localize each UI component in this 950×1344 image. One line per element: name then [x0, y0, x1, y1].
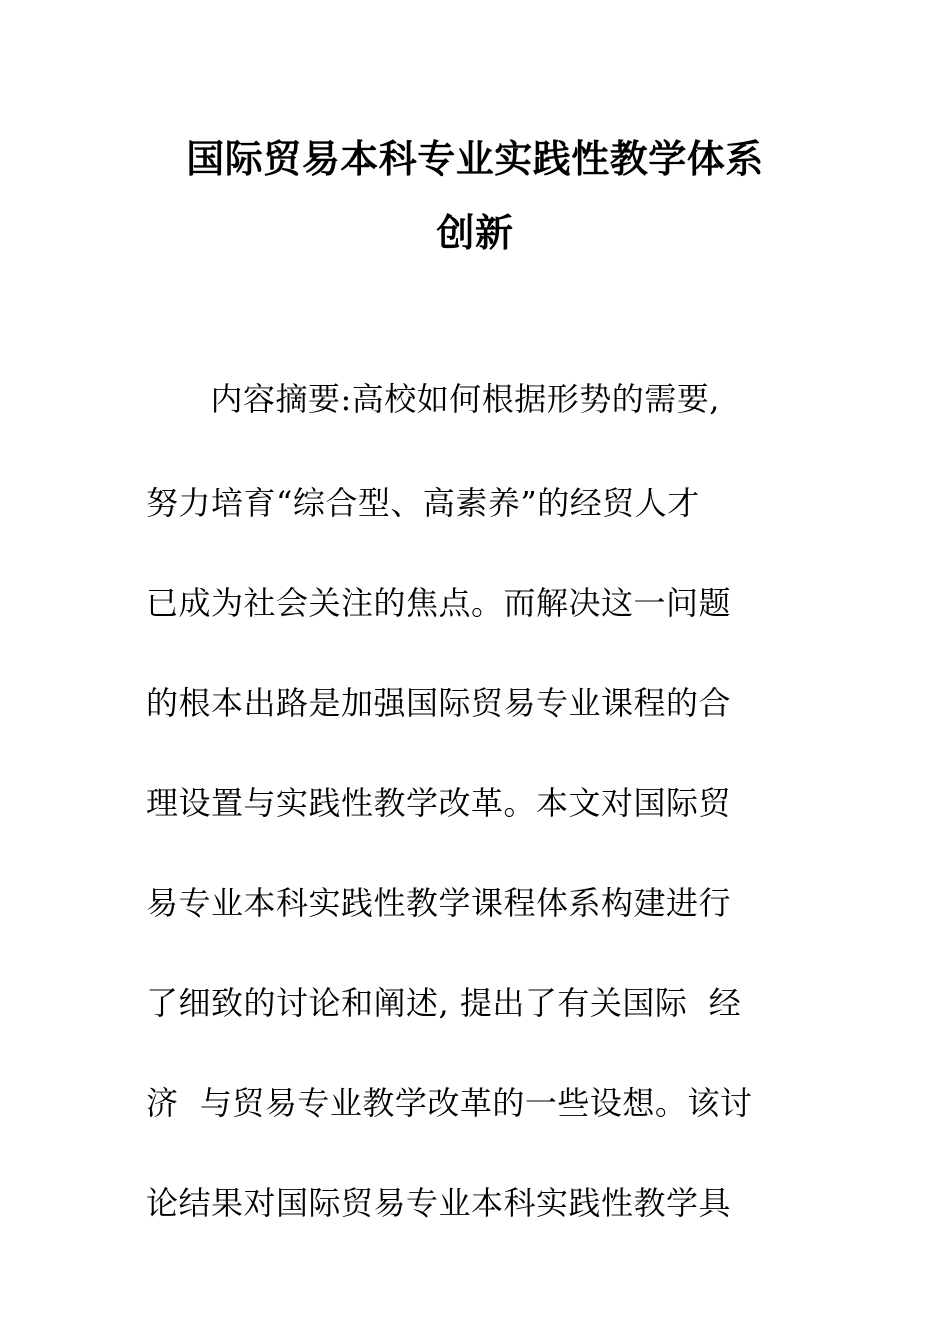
document-title-line-2: 创新: [436, 211, 514, 255]
abstract-line-1: 内容摘要:高校如何根据形势的需要,: [178, 380, 720, 418]
abstract-line-9: 论结果对国际贸易专业本科实践性教学具: [146, 1184, 732, 1222]
abstract-line-6: 易专业本科实践性教学课程体系构建进行: [146, 884, 732, 922]
abstract-line-4: 的根本出路是加强国际贸易专业课程的合: [146, 684, 732, 722]
abstract-line-5: 理设置与实践性教学改革。本文对国际贸: [146, 784, 732, 822]
abstract-line-3: 已成为社会关注的焦点。而解决这一问题: [146, 584, 732, 622]
document-title-line-1: 国际贸易本科专业实践性教学体系: [186, 137, 764, 181]
abstract-line-8: 济 与贸易专业教学改革的一些设想。该讨: [146, 1084, 753, 1122]
abstract-line-2: 努力培育“综合型、高素养”的经贸人才: [146, 484, 700, 522]
abstract-line-7: 了细致的讨论和阐述, 提出了有关国际 经: [146, 984, 742, 1022]
